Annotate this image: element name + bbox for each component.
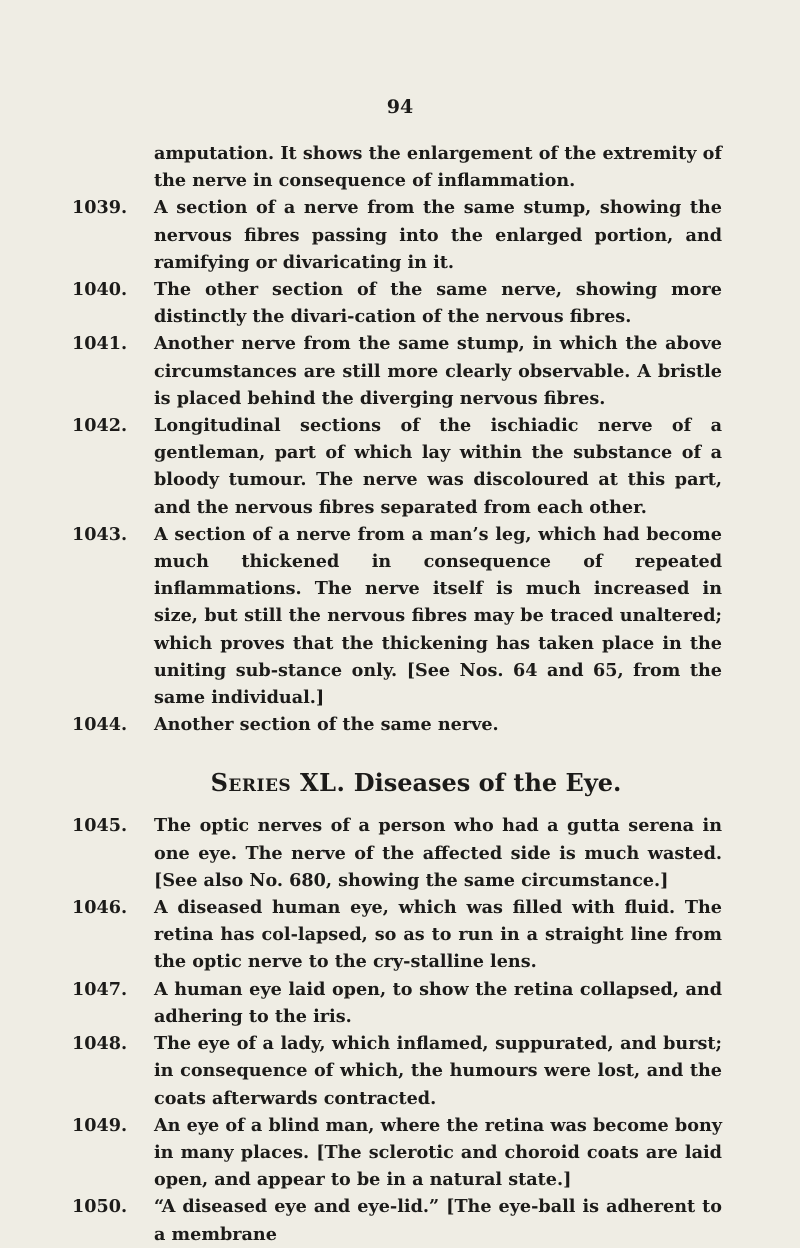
entry-number: 1043. [72,523,128,545]
entry-number: 1046. [72,897,128,919]
entry-number: 1047. [72,978,128,1000]
continued-entry-text: amputation. It shows the enlargement of the extremity of the nerve in consequence of inflammation. [154,143,722,192]
page-number: 94 [386,96,414,118]
catalogue-entry-1040 [72,276,722,330]
entry-number: 1044. [72,714,128,736]
series-heading [110,766,722,800]
entry-text: A section of a nerve from the same stump, showing the nervous fibres passing into the enlarged portion, and ramifying or divaricating in it. [154,197,722,273]
catalogue-entry-1045 [72,812,722,894]
catalogue-entry-1043 [72,521,722,711]
catalogue-entry-1046 [72,894,722,976]
entry-number: 1042. [72,415,128,437]
series-title: Diseases of the Eye. [353,768,622,798]
catalogue-entry-1041 [72,330,722,412]
series-label: Series XL. [210,768,346,798]
entry-number: 1039. [72,197,128,219]
entry-text: Longitudinal sections of the ischiadic nerve of a gentleman, part of which lay within the substance of a bloody tumour. The nerve was discoloured at this part, and the nervous fibres separated from each other. [154,415,722,518]
catalogue-entry-1049 [72,1112,722,1194]
entry-text: The optic nerves of a person who had a gutta serena in one eye. The nerve of the affected side is much wasted. [See also No. 680, showing the same circumstance.] [154,815,722,891]
entry-text: “A diseased eye and eye-lid.” [The eye-ball is adherent to a membrane [154,1196,722,1245]
catalogue-entry-1048 [72,1030,722,1112]
catalogue-entry-1039 [72,194,722,276]
catalogue-text [72,140,722,1248]
entry-number: 1045. [72,815,128,837]
entry-text: The other section of the same nerve, showing more distinctly the divari-cation of the nervous fibres. [154,279,722,328]
entry-number: 1040. [72,279,128,301]
entry-text: A diseased human eye, which was filled with fluid. The retina has col-lapsed, so as to run in a straight line from the optic nerve to the cry-stalline lens. [154,897,722,973]
entry-number: 1049. [72,1114,128,1136]
entry-text: A section of a nerve from a man’s leg, which had become much thickened in consequence of repeated inflammations. The nerve itself is much increased in size, but still the nervous fibres may be traced unaltered; which proves that the thickening has taken place in the uniting sub-stance only. [See Nos. 64 and 65, from the same individual.] [154,523,722,709]
catalogue-entry-1050 [72,1193,722,1247]
entry-text: A human eye laid open, to show the retina collapsed, and adhering to the iris. [154,978,722,1027]
entry-text: An eye of a blind man, where the retina was become bony in many places. [The sclerotic and choroid coats are laid open, and appear to be in a natural state.] [154,1114,722,1191]
entry-text: The eye of a lady, which inflamed, suppurated, and burst; in consequence of which, the humours were lost, and the coats afterwards contracted. [154,1033,722,1109]
catalogue-entry-1044 [72,711,722,738]
entry-text: Another section of the same nerve. [154,714,499,736]
entry-number: 1048. [72,1033,128,1055]
entry-text: Another nerve from the same stump, in which the above circumstances are still more clearly observable. A bristle is placed behind the diverging nervous fibres. [154,333,722,409]
entry-number: 1041. [72,333,128,355]
catalogue-entry-1042 [72,412,722,521]
catalogue-entry-1047 [72,976,722,1030]
entry-number: 1050. [72,1196,128,1218]
